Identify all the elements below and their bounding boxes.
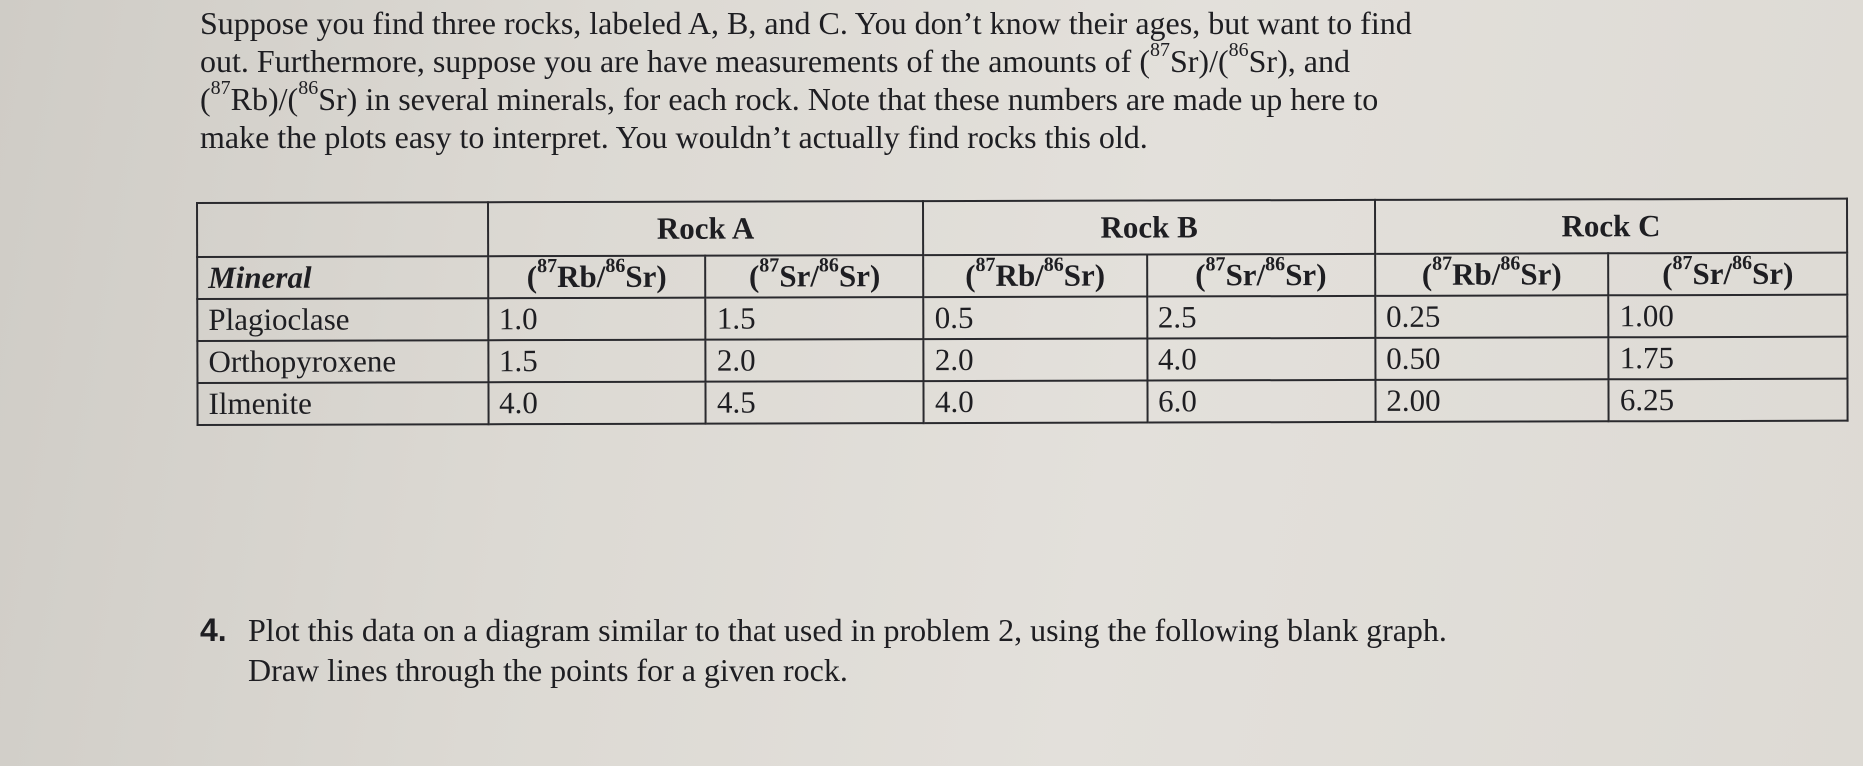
value-cell: 0.50 — [1375, 337, 1609, 380]
ratio-numerator: Sr/ — [1692, 255, 1733, 292]
isotope-superscript: 87 — [975, 253, 996, 276]
paren-open: ( — [748, 258, 760, 294]
question-line-1: Plot this data on a diagram similar to that used in problem 2, using the following blank graph. — [248, 612, 1447, 648]
isotope-superscript: 86 — [1228, 39, 1249, 62]
ratio-denominator: Sr) — [1285, 257, 1327, 293]
isotope-superscript: 87 — [1205, 252, 1226, 276]
value-cell: 4.5 — [706, 381, 924, 424]
table-row — [197, 337, 1847, 383]
rock-header-row — [197, 199, 1847, 257]
ratio-numerator: Sr/ — [779, 258, 819, 294]
value-cell: 2.0 — [706, 339, 924, 382]
isotope-superscript: 87 — [537, 254, 558, 277]
value-cell: 2.0 — [924, 339, 1147, 382]
intro-line-3-text-b: Rb)/( — [230, 81, 299, 117]
value-cell: 0.5 — [924, 297, 1147, 340]
isotope-superscript: 87 — [1149, 39, 1170, 62]
sr-sr-column-header — [1608, 253, 1847, 296]
intro-line-2-text-b: Sr)/( — [1169, 43, 1229, 79]
ratio-numerator: Rb/ — [557, 258, 606, 295]
intro-line-1: Suppose you find three rocks, labeled A, B, and C. You don’t know their ages, but want to find — [200, 5, 1412, 41]
mineral-name-cell: Plagioclase — [197, 298, 488, 341]
sr-sr-column-header — [706, 255, 924, 298]
intro-line-2-text-c: Sr), and — [1248, 43, 1350, 79]
column-header-row — [197, 253, 1847, 299]
mineral-name-cell: Orthopyroxene — [197, 340, 488, 383]
rock-c-header: Rock C — [1375, 199, 1847, 254]
intro-line-4: make the plots easy to interpret. You wouldn’t actually find rocks this old. — [200, 119, 1148, 155]
value-cell: 6.25 — [1609, 379, 1848, 422]
rb-sr-column-header — [924, 255, 1147, 298]
isotope-superscript: 86 — [1265, 252, 1286, 275]
value-cell: 6.0 — [1147, 380, 1375, 423]
rock-b-header: Rock B — [923, 200, 1375, 255]
isotope-data-table — [196, 198, 1849, 426]
isotope-superscript: 87 — [210, 77, 231, 100]
paren-open: ( — [1662, 256, 1673, 292]
sr-sr-column-header — [1147, 254, 1375, 297]
question-line-2: Draw lines through the points for a given rock. — [248, 652, 848, 688]
mineral-column-header: Mineral — [197, 256, 488, 299]
value-cell: 4.0 — [1147, 338, 1375, 381]
value-cell: 4.0 — [924, 381, 1147, 424]
ratio-denominator: Sr) — [838, 258, 881, 294]
table-row — [197, 295, 1847, 341]
ratio-denominator: Sr) — [1520, 256, 1562, 292]
value-cell: 0.25 — [1375, 295, 1609, 338]
ratio-numerator: Sr/ — [1225, 257, 1266, 293]
isotope-superscript: 86 — [1500, 252, 1521, 275]
intro-paragraph — [200, 4, 1650, 156]
isotope-superscript: 86 — [298, 77, 319, 100]
intro-line-3-text-a: ( — [200, 81, 211, 117]
intro-line-3 — [200, 77, 1650, 118]
intro-line-2-text-a: out. Furthermore, suppose you are have measurements of the amounts of ( — [200, 43, 1150, 79]
paren-open: ( — [1421, 256, 1433, 292]
intro-line-3-text-c: Sr) in several minerals, for each rock. Note that these numbers are made up here to — [318, 81, 1379, 117]
paren-open: ( — [1195, 257, 1206, 293]
isotope-superscript: 86 — [1043, 253, 1064, 276]
ratio-denominator: Sr) — [625, 258, 667, 294]
value-cell: 4.0 — [488, 382, 706, 425]
ratio-denominator: Sr) — [1063, 257, 1106, 293]
isotope-superscript: 87 — [1672, 251, 1693, 274]
isotope-superscript: 87 — [759, 254, 780, 277]
value-cell: 2.00 — [1375, 379, 1609, 422]
rock-a-header: Rock A — [488, 201, 924, 256]
table-row — [197, 379, 1847, 425]
value-cell: 2.5 — [1147, 296, 1375, 339]
value-cell: 1.75 — [1609, 337, 1848, 380]
ratio-numerator: Rb/ — [1452, 256, 1501, 292]
question-number: 4. — [200, 612, 227, 648]
question-text — [248, 610, 1748, 690]
ratio-denominator: Sr) — [1752, 255, 1794, 291]
intro-line-2 — [200, 39, 1650, 80]
isotope-superscript: 86 — [1732, 251, 1753, 274]
paren-open: ( — [965, 257, 976, 293]
ratio-numerator: Rb/ — [995, 257, 1044, 293]
paren-open: ( — [526, 259, 538, 295]
rb-sr-column-header — [488, 256, 706, 299]
value-cell: 1.00 — [1609, 295, 1848, 338]
isotope-superscript: 86 — [605, 254, 626, 277]
value-cell: 1.0 — [488, 298, 706, 341]
empty-corner-cell — [197, 202, 488, 257]
isotope-superscript: 87 — [1432, 252, 1453, 275]
mineral-name-cell: Ilmenite — [197, 382, 488, 425]
isotope-superscript: 86 — [818, 253, 839, 277]
value-cell: 1.5 — [706, 297, 924, 340]
rb-sr-column-header — [1375, 253, 1609, 296]
value-cell: 1.5 — [488, 340, 706, 383]
